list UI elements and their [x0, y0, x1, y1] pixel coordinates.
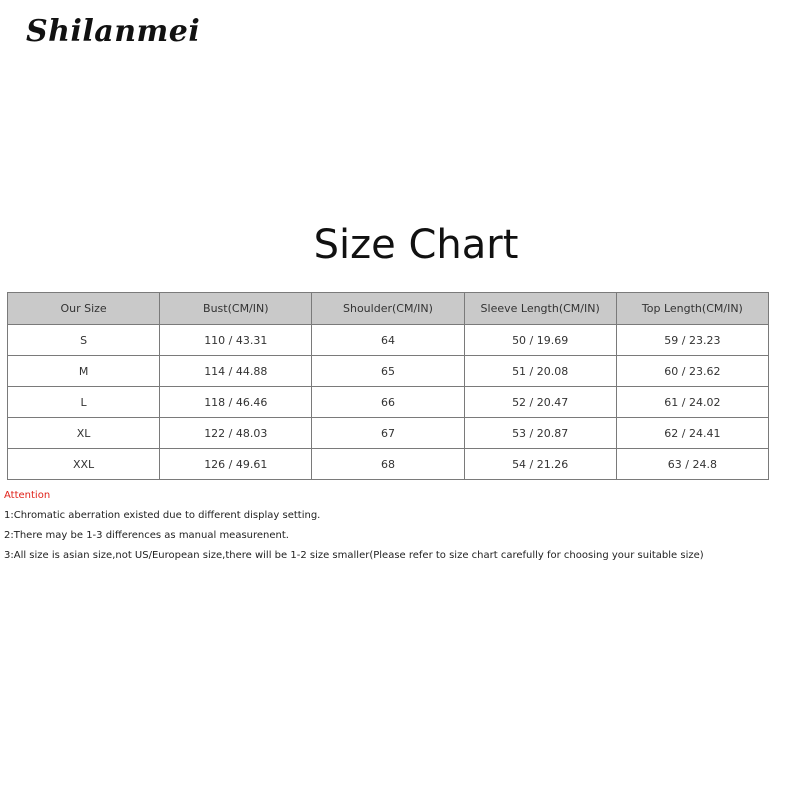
table-cell: S: [8, 325, 160, 356]
note-item: 2:There may be 1-3 differences as manual measurenent.: [4, 530, 289, 541]
table-row: [8, 325, 769, 356]
table-cell: 118 / 46.46: [160, 387, 312, 418]
table-row: [8, 449, 769, 480]
attention-notes: [4, 489, 794, 569]
table-row: [8, 356, 769, 387]
table-cell: 63 / 24.8: [616, 449, 768, 480]
table-cell: 68: [312, 449, 464, 480]
table-cell: XXL: [8, 449, 160, 480]
column-header-bust: Bust(CM/IN): [160, 293, 312, 325]
table-cell: 60 / 23.62: [616, 356, 768, 387]
table-cell: 65: [312, 356, 464, 387]
column-header-size: Our Size: [8, 293, 160, 325]
table-cell: 66: [312, 387, 464, 418]
brand-logo: Shilanmei: [26, 14, 201, 49]
table-cell: 53 / 20.87: [464, 418, 616, 449]
table-row: [8, 387, 769, 418]
column-header-top-length: Top Length(CM/IN): [616, 293, 768, 325]
note-item: 3:All size is asian size,not US/European size,there will be 1-2 size smaller(Please refer to size chart carefully for choosing your suitable size): [4, 550, 704, 561]
attention-heading: Attention: [4, 490, 51, 501]
column-header-shoulder: Shoulder(CM/IN): [312, 293, 464, 325]
page-title: Size Chart: [313, 222, 519, 268]
table-cell: 110 / 43.31: [160, 325, 312, 356]
table-cell: 61 / 24.02: [616, 387, 768, 418]
size-chart-table: [7, 292, 769, 480]
column-header-sleeve-length: Sleeve Length(CM/IN): [464, 293, 616, 325]
table-row: [8, 418, 769, 449]
table-cell: L: [8, 387, 160, 418]
table-cell: 52 / 20.47: [464, 387, 616, 418]
table-cell: XL: [8, 418, 160, 449]
note-item: 1:Chromatic aberration existed due to different display setting.: [4, 510, 321, 521]
table-cell: 51 / 20.08: [464, 356, 616, 387]
table-cell: 64: [312, 325, 464, 356]
table-cell: 114 / 44.88: [160, 356, 312, 387]
table-cell: 62 / 24.41: [616, 418, 768, 449]
table-cell: 54 / 21.26: [464, 449, 616, 480]
table-cell: M: [8, 356, 160, 387]
table-cell: 67: [312, 418, 464, 449]
table-header-row: [8, 293, 769, 325]
table-cell: 50 / 19.69: [464, 325, 616, 356]
table-cell: 126 / 49.61: [160, 449, 312, 480]
table-cell: 59 / 23.23: [616, 325, 768, 356]
table-cell: 122 / 48.03: [160, 418, 312, 449]
